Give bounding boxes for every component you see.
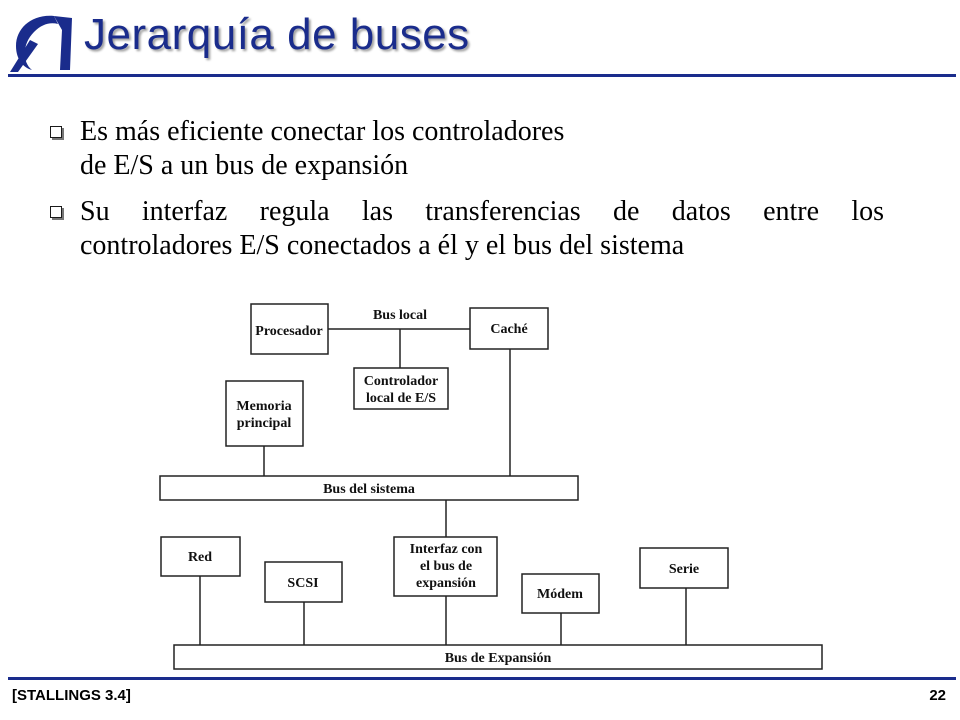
citation: [STALLINGS 3.4] [12, 687, 131, 704]
page-number: 22 [929, 687, 946, 704]
serial-label: Serie [668, 562, 700, 577]
local-io-controller-label: Controlador [363, 374, 439, 389]
main-memory-label: principal [236, 416, 292, 431]
bullet-list [44, 115, 884, 275]
bullet-text-line: Su interfaz regula las transferencias de datos entre los [80, 196, 884, 227]
square-bullet-icon [50, 206, 62, 218]
expansion-interface-label: Interfaz con [409, 542, 483, 557]
square-bullet-icon [50, 126, 62, 138]
main-memory-label: Memoria [236, 399, 292, 414]
bus-hierarchy-diagram [150, 300, 840, 678]
scsi-label: SCSI [287, 576, 319, 591]
bullet-item [44, 195, 884, 263]
expansion-interface-label: expansión [416, 576, 476, 591]
bullet-text-line: controladores E/S conectados a él y el bus del sistema [80, 230, 685, 261]
slide-title: Jerarquía de buses [84, 10, 470, 59]
system-bus-label: Bus del sistema [323, 482, 415, 497]
title-divider [8, 74, 956, 77]
bullet-text-line: Es más eficiente conectar los controladores [80, 116, 565, 147]
bullet-item [44, 115, 884, 183]
local-io-controller-label: local de E/S [365, 391, 437, 406]
bullet-text-line: de E/S a un bus de expansión [80, 150, 409, 181]
modem-label: Módem [537, 587, 583, 602]
cache-label: Caché [490, 322, 528, 337]
network-label: Red [187, 550, 213, 565]
bus-local-label: Bus local [372, 308, 428, 323]
expansion-interface-label: el bus de [419, 559, 473, 574]
footer-divider [8, 677, 956, 680]
processor-label: Procesador [255, 324, 323, 339]
logo-icon [4, 10, 76, 74]
expansion-bus-label: Bus de Expansión [444, 651, 552, 666]
